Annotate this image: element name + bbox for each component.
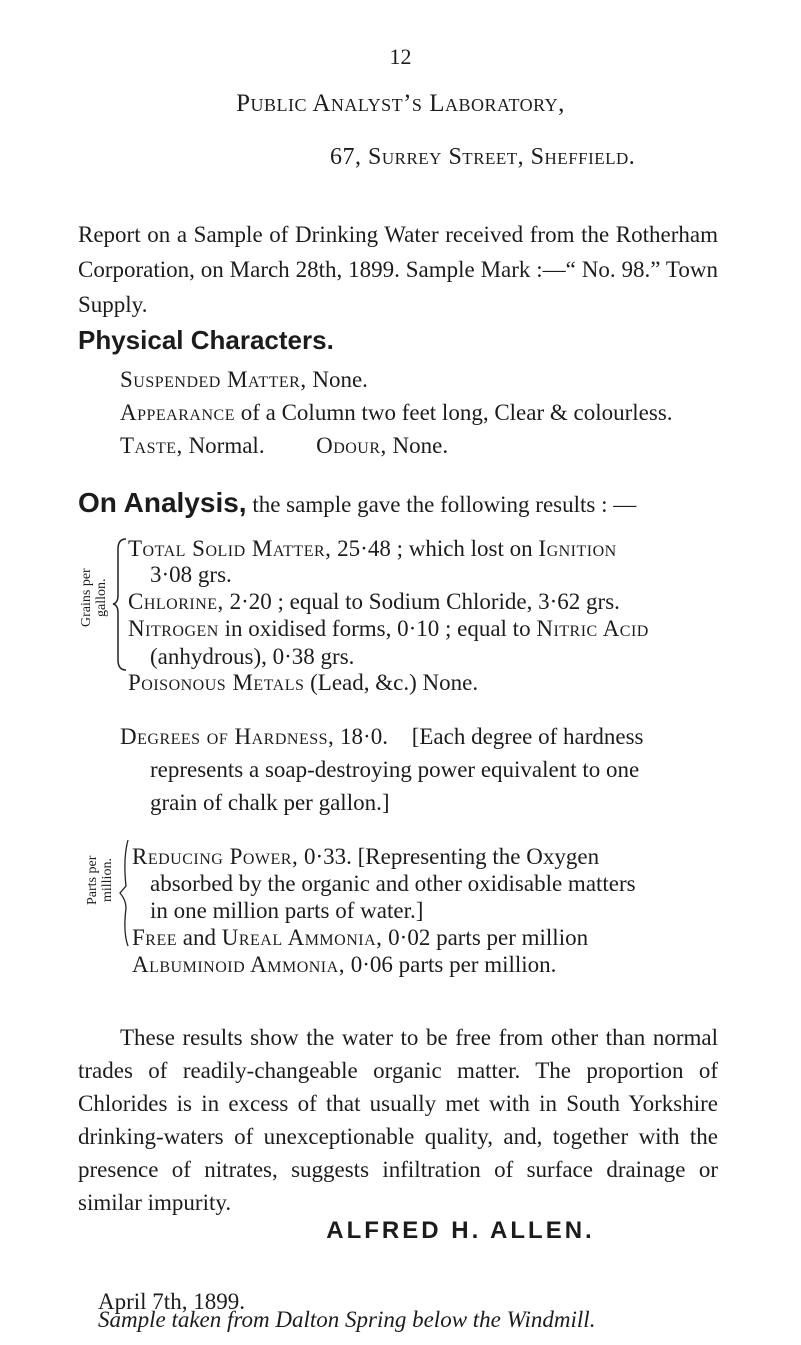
nitrogen-value: in oxidised forms, 0·10 ; equal to <box>218 616 537 641</box>
appearance-label: Appearance <box>120 400 235 425</box>
nitrogen-line <box>128 616 649 642</box>
taste-odour-line <box>120 433 448 459</box>
albuminoid-line <box>132 952 556 978</box>
grains-per-gallon-label: Grains per gallon. <box>79 568 109 628</box>
free-label: Free <box>132 925 178 950</box>
appearance-value: of a Column two feet long, Clear & colourless. <box>234 400 673 425</box>
reducing-value: 0·33. [Representing the Oxygen <box>298 844 600 869</box>
ignition-value: 3·08 grs. <box>150 562 232 587</box>
free-ammonia-line <box>132 925 588 951</box>
chlorine-line <box>128 589 620 615</box>
hardness-line <box>120 724 644 750</box>
poison-line <box>128 670 478 696</box>
ignition-label: Ignition <box>538 536 617 561</box>
laboratory-address: 67, Surrey Street, Sheffield. <box>330 144 636 170</box>
total-solid-value: 25·48 ; which lost on <box>331 536 539 561</box>
odour-label: Odour, <box>316 433 387 458</box>
free-and: and <box>177 925 222 950</box>
free-value: 0·02 parts per million <box>382 925 589 950</box>
odour-value: None. <box>386 433 449 458</box>
report-date: April 7th, 1899. <box>98 1289 245 1314</box>
taste-value: Normal. <box>182 433 265 458</box>
appearance-line <box>120 400 673 426</box>
hardness-note-3: grain of chalk per gallon.] <box>150 790 390 815</box>
reducing-line <box>132 844 599 870</box>
chlorine-label: Chlorine, <box>128 589 224 614</box>
hardness-label: Degrees of Hardness, <box>120 724 335 749</box>
hardness-note-1: [Each degree of hardness <box>411 724 644 749</box>
poison-label: Poisonous Metals <box>128 670 305 695</box>
chlorine-value: 2·20 ; equal to Sodium Chloride, 3·62 grs. <box>223 589 620 614</box>
reducing-note-3: in one million parts of water.] <box>150 898 424 923</box>
physical-heading: Physical Characters. <box>78 325 334 355</box>
suspended-value: None. <box>306 367 368 392</box>
total-solid-line <box>128 536 617 562</box>
analysis-heading-label: On Analysis, <box>78 487 247 518</box>
suspended-label: Suspended Matter, <box>120 367 307 392</box>
nitric-label: Nitric Acid <box>536 616 649 641</box>
report-intro: Report on a Sample of Drinking Water received from the Rotherham Corporation, on March 28th, 1899. Sample Mark :—“ No. 98.” Town Supply. <box>78 222 718 317</box>
conclusion-paragraph: These results show the water to be free from other than normal trades of readily-changeable organic matter. The proportion of Chlorides is in excess of that usually met with in South Yorkshire drinking-waters of unexceptionable quality, and, together with the presence of nitrates, suggests infiltration of surface drainage or similar impurity. <box>78 1025 718 1215</box>
taste-label: Taste, <box>120 433 183 458</box>
albuminoid-label: Albuminoid Ammonia, <box>132 952 345 977</box>
analysis-heading <box>78 487 636 519</box>
total-solid-label: Total Solid Matter, <box>128 536 332 561</box>
nitric-value: (anhydrous), 0·38 grs. <box>150 644 355 669</box>
albuminoid-value: 0·06 parts per million. <box>344 952 557 977</box>
page-number: 12 <box>389 44 412 69</box>
sample-note: Sample taken from Dalton Spring below the Windmill. <box>98 1307 596 1332</box>
ureal-label: Ureal Ammonia, <box>221 925 383 950</box>
parts-per-million-label: Parts per million. <box>85 855 115 905</box>
suspended-line <box>120 367 368 393</box>
reducing-note-2: absorbed by the organic and other oxidisable matters <box>150 871 636 896</box>
poison-value: (Lead, &c.) None. <box>304 670 479 695</box>
laboratory-title: Public Analyst’s Laboratory, <box>236 90 565 117</box>
reducing-label: Reducing Power, <box>132 844 299 869</box>
signature: ALFRED H. ALLEN. <box>326 1217 595 1244</box>
hardness-note-2: represents a soap-destroying power equivalent to one <box>150 757 640 782</box>
nitrogen-label: Nitrogen <box>128 616 219 641</box>
hardness-value: 18·0. <box>334 724 388 749</box>
analysis-heading-rest: the sample gave the following results : — <box>246 492 637 517</box>
